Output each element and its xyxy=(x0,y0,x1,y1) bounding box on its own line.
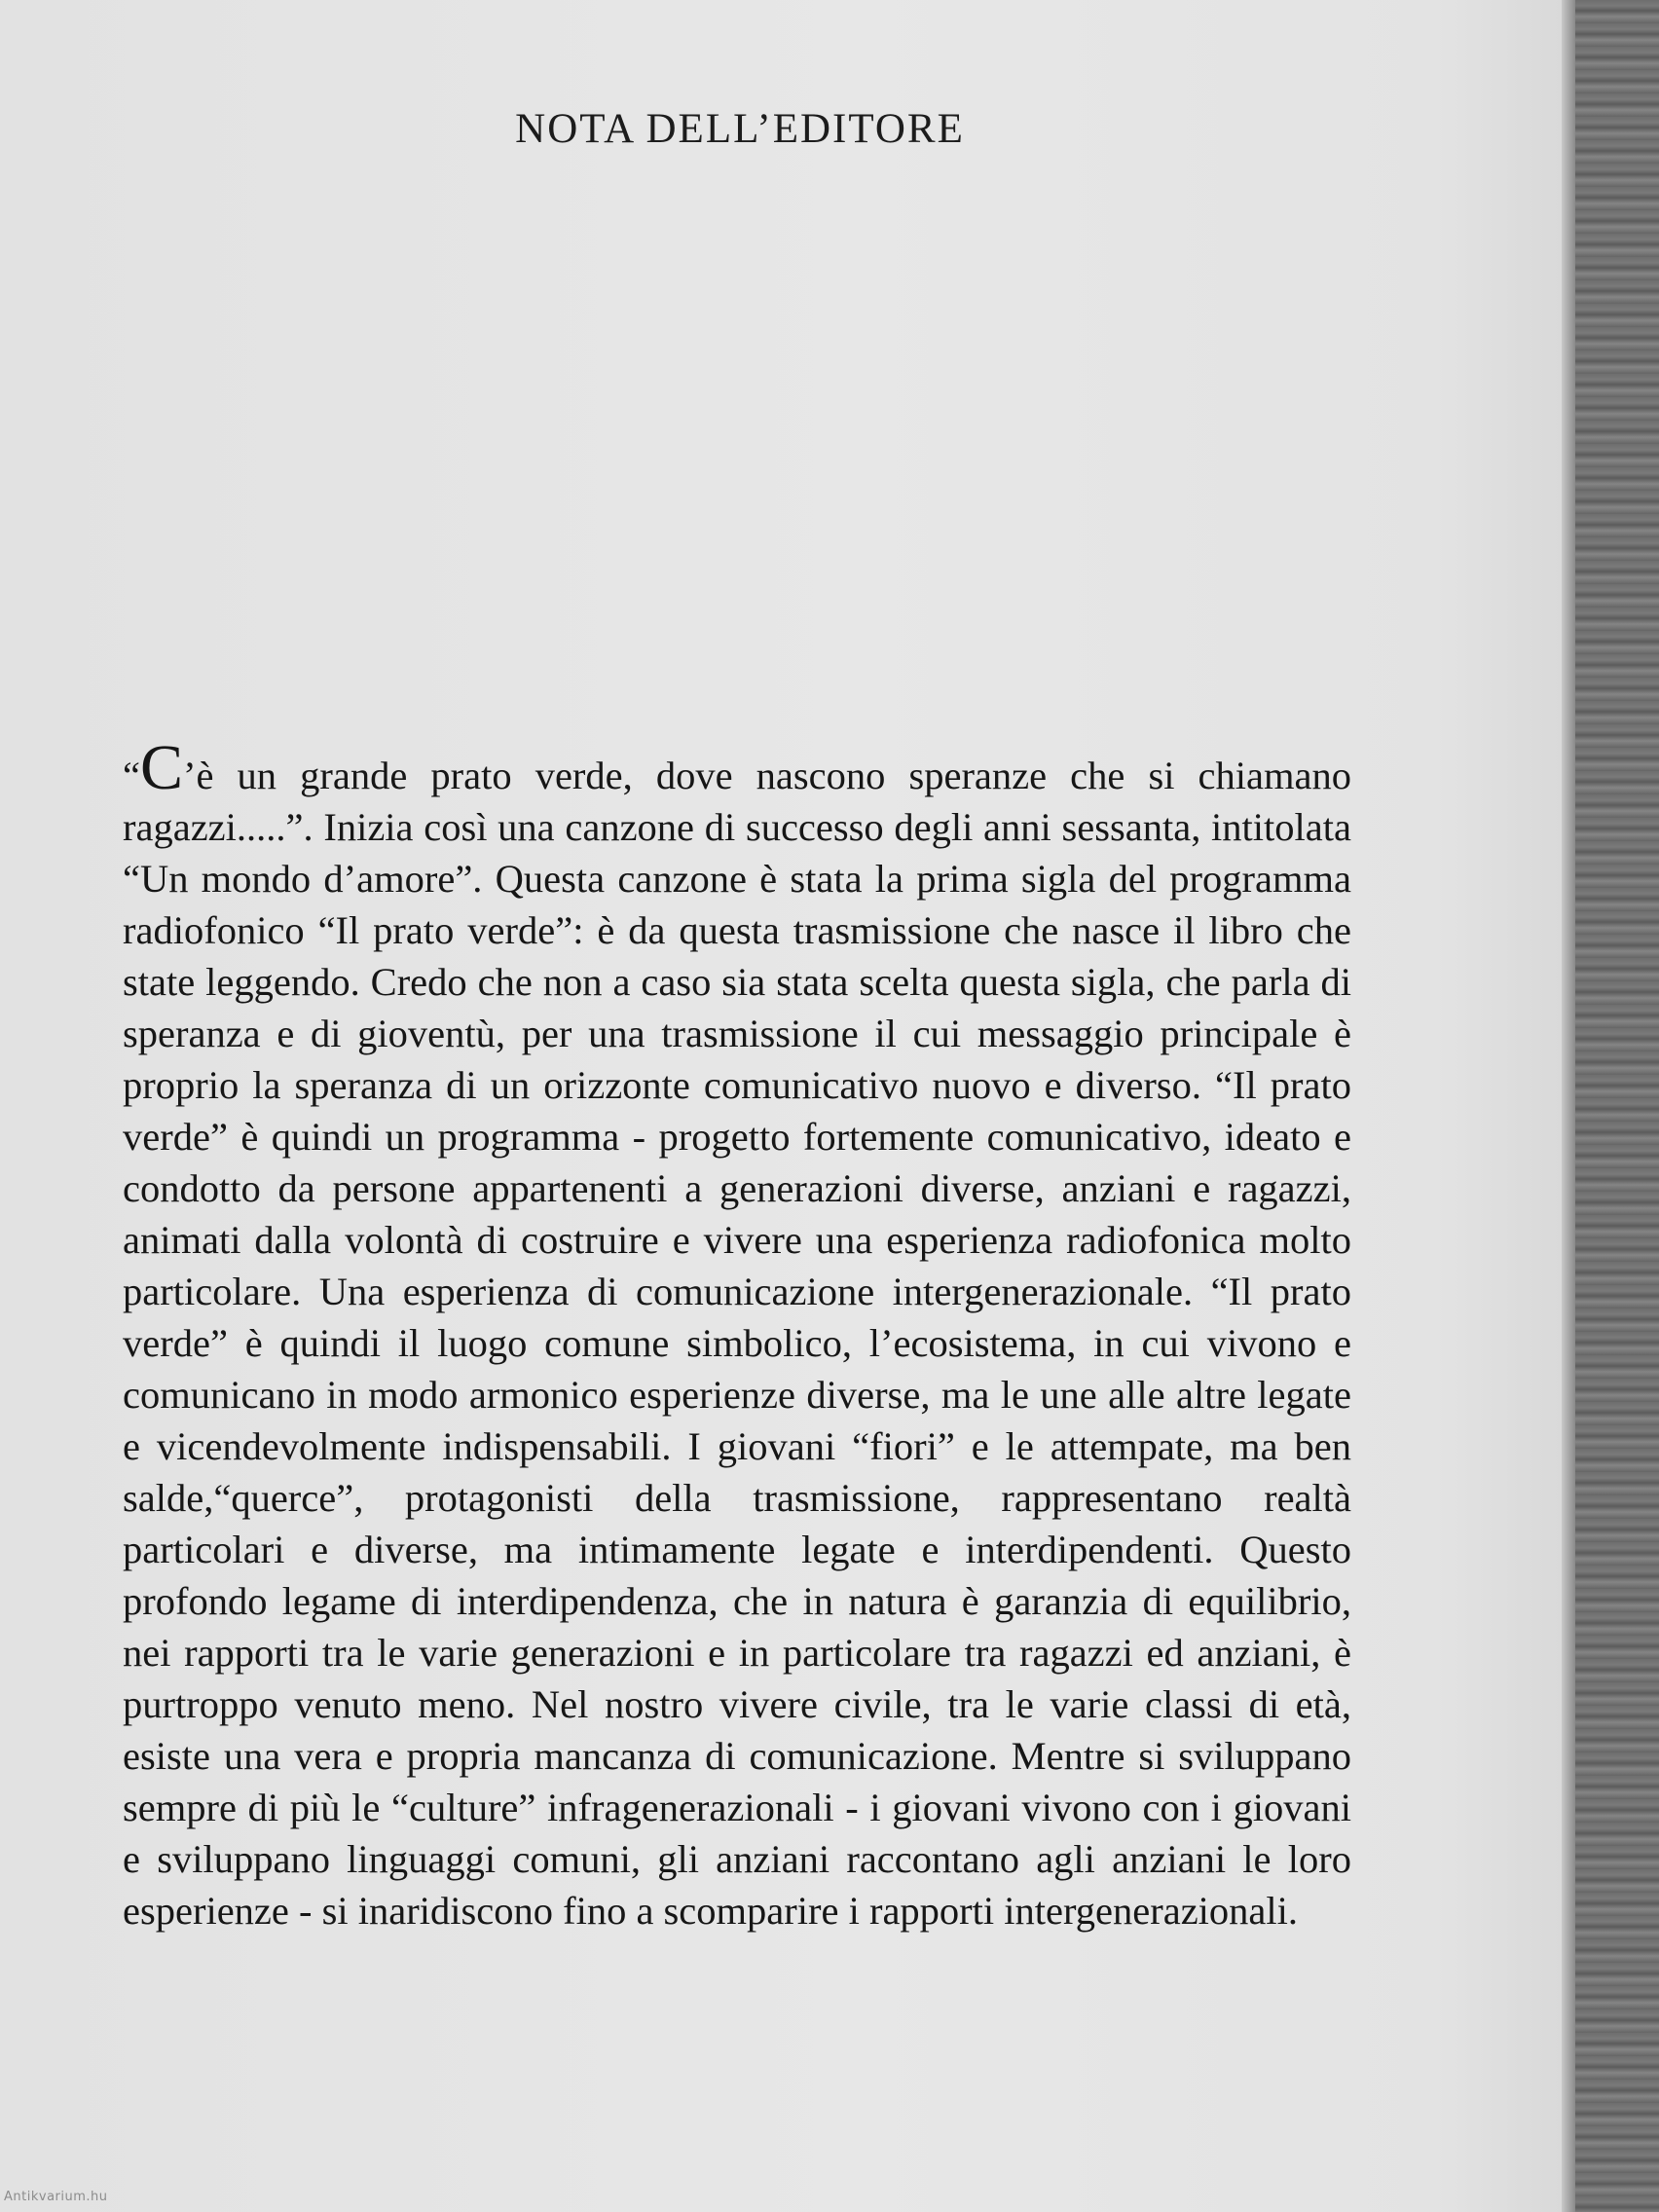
editor-note-paragraph xyxy=(123,732,1351,1936)
drop-cap-letter: C xyxy=(139,732,184,803)
opening-quote: “ xyxy=(123,754,140,797)
page-heading: NOTA DELL’EDITORE xyxy=(515,106,965,152)
paragraph-text: ’è un grande prato verde, dove nascono speranze che si chiamano ragazzi.....”. Inizia così una canzone di successo degli anni sessanta, intitolata “Un mondo d’amore”. Questa canzone è stata la prima sigla del programma radiofonico “Il prato verde”: è da questa trasmissione che nasce il libro che state leggendo. Credo che non a caso sia stata scelta questa sigla, che parla di speranza e di gioventù, per una trasmissione il cui messaggio principale è proprio la speranza di un orizzonte comunicativo nuovo e diverso. “Il prato verde” è quindi un programma - progetto fortemente comunicativo, ideato e condotto da persone appartenenti a generazioni diverse, anziani e ragazzi, animati dalla volontà di costruire e vivere una esperienza radiofonica molto particolare. Una esperienza di comunicazione intergenerazionale. “Il prato verde” è quindi il luogo comune simbolico, l’ecosistema, in cui vivono e comunicano in modo armonico esperienze diverse, ma le une alle altre legate e vicendevolmente indispensabili. I giovani “fiori” e le attempate, ma ben salde,“querce”, protagonisti della trasmissione, rappresentano realtà particolari e diverse, ma intimamente legate e interdipendenti. Questo profondo legame di interdipendenza, che in natura è garanzia di equilibrio, nei rapporti tra le varie generazioni e in particolare tra ragazzi ed anziani, è purtroppo venuto meno. Nel nostro vivere civile, tra le varie classi di età, esiste una vera e propria mancanza di comunicazione. Mentre si sviluppano sempre di più le “culture” infragenerazionali - i giovani vivono con i giovani e sviluppano linguaggi comuni, gli anziani raccontano agli anziani le loro esperienze - si inaridiscono fino a scomparire i rapporti intergenerazionali. xyxy=(123,754,1351,1933)
page-edge-strip xyxy=(1562,0,1659,2212)
watermark-text: Antikvarium.hu xyxy=(4,2190,108,2204)
